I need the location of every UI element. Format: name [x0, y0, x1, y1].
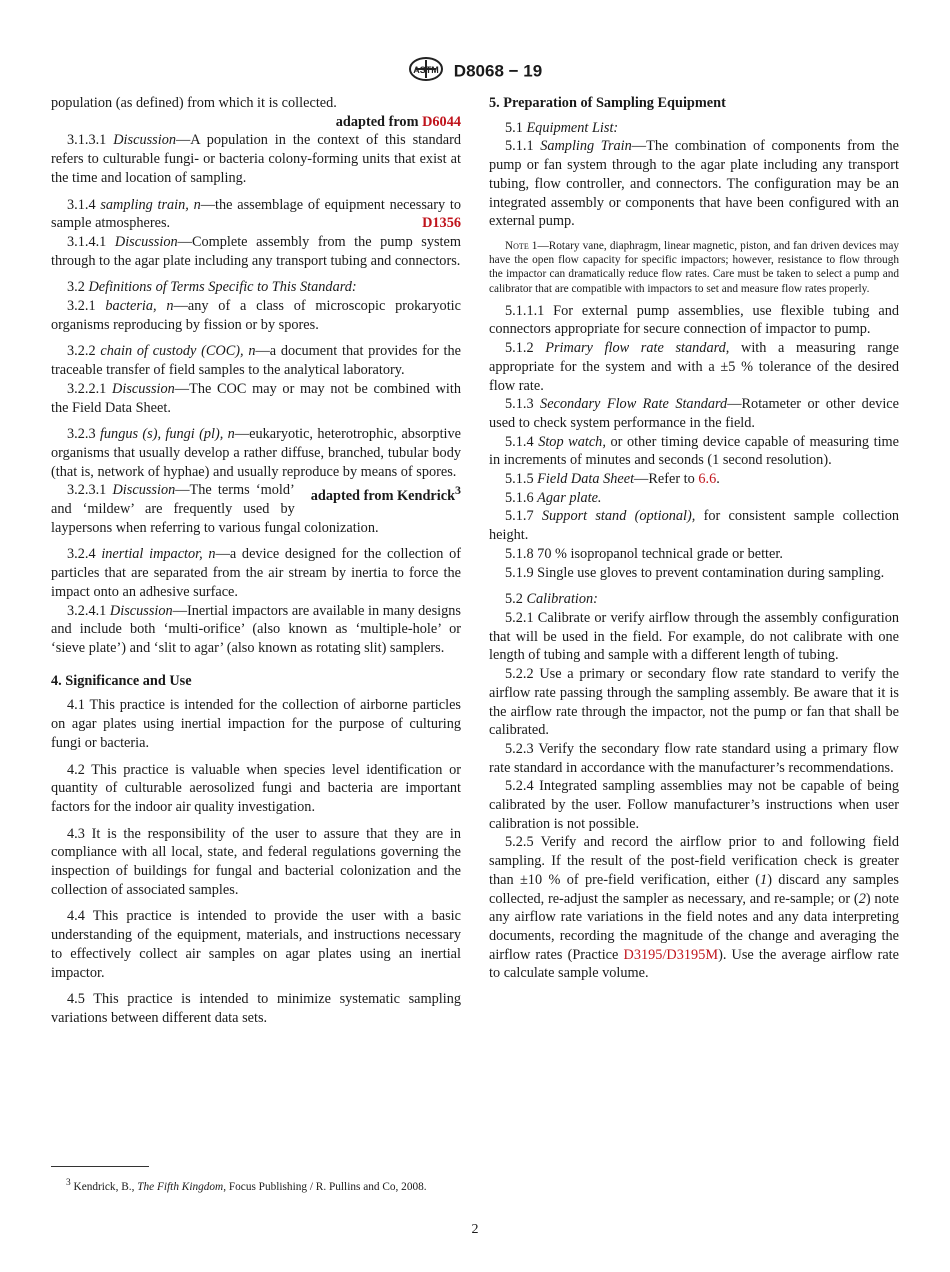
term: bacteria, n [105, 298, 174, 315]
section-number: 5.2 [505, 591, 523, 608]
section-number: 3.2.1 [67, 298, 96, 315]
paragraph [489, 507, 899, 544]
paragraph [51, 278, 461, 297]
section-number: 5.1.7 [505, 508, 534, 525]
paragraph: 5.2.4 Integrated sampling assemblies may not be capable of being calibrated by the user. Follow manufacturer’s instructions when user calibration is not possible. [489, 778, 899, 832]
paragraph [489, 433, 899, 470]
paragraph [51, 233, 461, 270]
paragraph-text: for consistent sample collection height. [489, 508, 900, 544]
paragraph-text: —The terms ‘mold’ and ‘mildew’ are frequently used by laypersons when referring to various fungal colonization. [51, 482, 379, 536]
term: Discussion [112, 482, 176, 499]
section-number: 3.1.4.1 [67, 233, 107, 250]
paragraph-text: —Complete assembly from the pump system through to the agar plate including any transport tubing and connectors. [51, 233, 461, 269]
paragraph [51, 196, 461, 233]
section-heading: 5. Preparation of Sampling Equipment [489, 95, 726, 111]
source-text: adapted from Kendrick [310, 488, 456, 505]
section-number: 5.1 [505, 119, 523, 136]
paragraph-text: —a document that provides for the traceable transfer of field samples to the analytical laboratory. [51, 343, 462, 379]
term: inertial impactor, n [101, 546, 216, 563]
paragraph-text: —A population in the context of this standard refers to culturable fungi- or bacteria colony-forming units that exist at the time and location of sampling. [51, 132, 461, 186]
paragraph-text: —Rotameter or other device used to check system performance in the field. [489, 396, 899, 431]
paragraph-text: ) discard any samples collected, re-adjust the sampler as necessary, and re-sample; or ( [489, 871, 899, 907]
list-marker: 1 [760, 871, 768, 888]
page-header [0, 56, 950, 87]
paragraph-text: —the assemblage of equipment necessary to sample atmospheres. [51, 196, 462, 232]
paragraph: 4.4 This practice is intended to provide the user with a basic understanding of the equipment, materials, and instructions necessary to effectively collect air samples on agar plates using an inertial impactor. [51, 908, 461, 981]
note-text: —Rotary vane, diaphragm, linear magnetic, piston, and fan driven devices may have the open flow capacity for specific impactors; however, resistance to flow through the impactor can dramatically reduce flow rates. Care must be taken to select a pump and calibrator that are compatible with impactors to set and measure flow rates properly. [489, 239, 899, 295]
ref-link-d6044[interactable]: D6044 [422, 113, 461, 130]
footnote [66, 1178, 427, 1193]
ref-link-d3195[interactable]: D3195/D3195M [623, 946, 719, 963]
paragraph-text: —any of a class of microscopic prokaryotic organisms reproducing by fission or by spores. [51, 298, 461, 333]
right-column [489, 94, 899, 983]
section-number: 5.1.5 [505, 471, 534, 488]
term: Definitions of Terms Specific to This Standard: [88, 279, 357, 296]
paragraph: 5.1.8 70 % isopropanol technical grade or better. [505, 545, 783, 562]
section-number: 3.2 [67, 279, 85, 296]
term: Secondary Flow Rate Standard [540, 396, 728, 413]
section-number: 5.1.3 [505, 396, 534, 413]
paragraph-text: —Inertial impactors are available in many designs and include both ‘multi-orifice’ (also known as ‘multiple-hole’ or ‘sieve plate’) and ‘slit to agar’ (also known as rotating slit) samplers. [51, 602, 461, 656]
paragraph-text: —eukaryotic, heterotrophic, absorptive organisms that usually develop a rather diffuse, branched, tubular body (that is, network of hyphae) and usually reproduce by means of spores. [51, 426, 462, 480]
footnote-divider [51, 1166, 149, 1167]
paragraph: 5.2.3 Verify the secondary flow rate standard using a primary flow rate standard in accordance with the manufacturer’s recommendations. [489, 740, 899, 776]
ref-link-d1356[interactable]: D1356 [422, 215, 461, 232]
paragraph: 5.2.2 Use a primary or secondary flow rate standard to verify the airflow rate passing through the sampling assembly. Be aware that it is the airflow rate through the impactor, not the pump or fan that shall be calibrated. [489, 666, 899, 739]
term: Discussion [113, 132, 176, 149]
paragraph [51, 131, 461, 187]
term: Discussion [109, 602, 173, 619]
astm-logo-icon [408, 56, 444, 87]
paragraph-text: —a device designed for the collection of particles that are separated from the air stream by inertia to force the impact onto an adhesive surface. [51, 546, 461, 600]
footnote-marker: 3 [66, 1178, 71, 1188]
source-text: adapted from [335, 113, 419, 130]
section-heading: 4. Significance and Use [51, 672, 192, 689]
paragraph: 5.1.1.1 For external pump assemblies, use flexible tubing and connectors appropriate for secure connection of impactor to pump. [489, 302, 899, 338]
source-attribution [295, 481, 461, 505]
paragraph-text: —Refer to [634, 471, 695, 488]
term: Agar plate. [537, 489, 602, 506]
paragraph [489, 137, 899, 231]
paragraph [489, 119, 899, 138]
section-number: 3.2.4 [67, 546, 96, 563]
note-label: Note 1 [505, 239, 538, 252]
svg-text:ASTM: ASTM [413, 65, 439, 75]
paragraph [51, 297, 461, 334]
source-attribution [51, 113, 461, 132]
paragraph [489, 395, 899, 432]
paragraph-text: population (as defined) from which it is collected. [51, 95, 337, 111]
paragraph: 4.3 It is the responsibility of the user to assure that they are in compliance with all local, state, and federal regulations governing the inspection of buildings for fungal and bacterial colonization and the collection of associated samples. [51, 825, 461, 898]
footnote-text: , Focus Publishing / R. Pullins and Co, 2008. [223, 1180, 427, 1193]
paragraph: 5.2.1 Calibrate or verify airflow through the assembly configuration that will be used in the field. For example, do not calibrate with one length of tubing and sample with a different length of tubing. [489, 609, 899, 664]
term: Sampling Train [540, 138, 632, 155]
section-number: 3.2.2.1 [67, 380, 107, 397]
paragraph-text: with a measuring range appropriate for the system and with a ±5 % tolerance of the desired flow rate. [489, 340, 899, 394]
term: Discussion [114, 233, 178, 250]
section-number: 3.2.3.1 [67, 482, 107, 499]
paragraph: 4.1 This practice is intended for the collection of airborne particles on agar plates using inertial impaction for the purpose of culturing fungi or bacteria. [51, 697, 461, 751]
footnote-text: Kendrick, B., [73, 1180, 135, 1193]
left-column [51, 94, 461, 1028]
paragraph-text: 5.2.5 Verify and record the airflow prior to and following field sampling. If the result of the post-field verification check is greater than ±10 % of pre-field verification, either ( [489, 834, 899, 888]
section-number: 3.2.2 [67, 343, 96, 360]
term: Equipment List: [526, 119, 619, 136]
paragraph [51, 602, 461, 658]
term: Stop watch, [538, 433, 606, 450]
term: Calibration: [526, 591, 598, 608]
term: Support stand (optional), [541, 508, 696, 525]
section-number: 5.1.1 [505, 138, 534, 155]
paragraph [489, 339, 899, 395]
term: Primary flow rate standard, [545, 340, 730, 357]
paragraph [489, 489, 899, 508]
paragraph-text: ). Use the average airflow rate to calculate sample volume. [489, 946, 899, 982]
section-number: 5.1.2 [505, 340, 534, 357]
paragraph [51, 380, 461, 417]
section-number: 3.2.3 [67, 426, 96, 443]
paragraph-text: ) note any airflow rate variations in the field notes and any data interpreting documents, recording the magnitude of the change and averaging the airflow rates (Practice [489, 890, 899, 963]
paragraph-text: —The COC may or may not be combined with the Field Data Sheet. [51, 380, 461, 416]
term: fungus (s), fungi (pl), n [99, 426, 235, 443]
footnote-title: The Fifth Kingdom [137, 1180, 224, 1193]
section-number: 3.2.4.1 [67, 602, 107, 619]
paragraph: 4.5 This practice is intended to minimize systematic sampling variations between different data sets. [51, 991, 461, 1026]
list-marker: 2 [858, 890, 866, 907]
paragraph: 5.1.5 Field Data Sheet—Refer to 6.6. [505, 471, 720, 488]
term: Discussion [112, 380, 175, 397]
paragraph [51, 94, 461, 113]
section-number: 5.1.6 [505, 489, 534, 506]
paragraph [489, 833, 899, 983]
footnote-marker[interactable]: 3 [455, 483, 461, 498]
term: chain of custody (COC), n [100, 343, 256, 360]
section-number: 3.1.3.1 [67, 132, 107, 149]
paragraph: 4.2 This practice is valuable when species level identification or quantity of culturable aerosolized fungi and bacteria are important factors for the indoor air quality investigation. [51, 761, 461, 815]
paragraph-text: —The combination of components from the pump or fan system through to the agar plate including any transport tubing, flow controller, and connectors. The configuration may be an integrated assembly or components that have been configured with an external pump. [489, 138, 899, 230]
term: Field Data Sheet [537, 471, 635, 488]
paragraph [489, 590, 899, 609]
section-number: 5.1.4 [505, 433, 534, 450]
standard-code: D8068 − 19 [453, 61, 543, 81]
page-number: 2 [471, 1222, 479, 1237]
paragraph-text: or other timing device capable of measuring time in increments of minutes and seconds (1 second resolution). [489, 433, 900, 469]
term: sampling train, n [100, 196, 201, 213]
section-number: 3.1.4 [67, 196, 96, 213]
ref-link-6-6[interactable]: 6.6 [698, 471, 717, 488]
paragraph [51, 545, 461, 601]
paragraph: 5.1.9 Single use gloves to prevent contamination during sampling. [505, 564, 885, 581]
note [489, 239, 899, 296]
paragraph [51, 342, 461, 379]
